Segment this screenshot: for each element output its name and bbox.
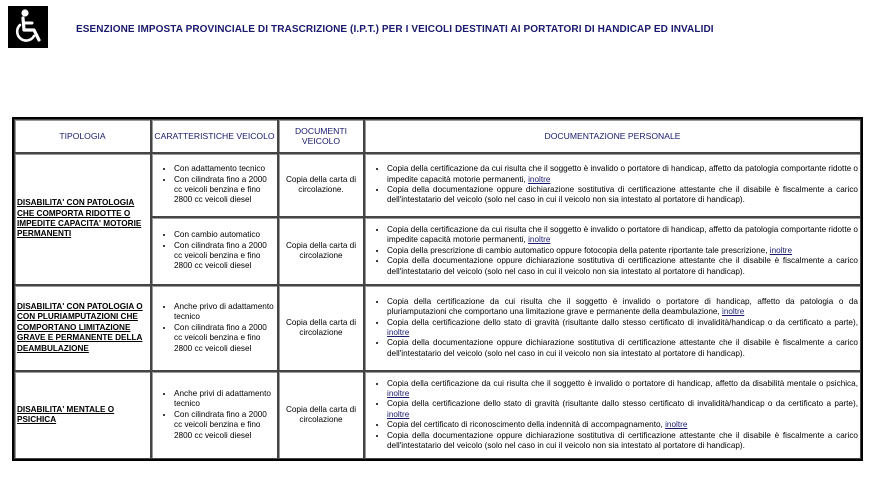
inoltre-link[interactable]: inoltre xyxy=(722,307,745,317)
caratteristiche-list xyxy=(154,230,275,272)
item-text: Copia della documentazione oppure dichiarazione sostitutiva di certificazione attestante che il disabile è fiscalmente a carico dell'intestatario del veicolo (solo nel caso in cui il veicolo non sia intestato al portatore di handicap). xyxy=(387,256,858,276)
documenti-cell: Copia della carta di circolazione xyxy=(278,371,364,459)
documenti-cell: Copia della carta di circolazione xyxy=(278,217,364,285)
caratteristiche-cell xyxy=(151,371,278,459)
inoltre-link[interactable]: inoltre xyxy=(665,420,688,430)
header-caratteristiche: CARATTERISTICHE VEICOLO xyxy=(151,119,278,153)
inoltre-link[interactable]: inoltre xyxy=(387,328,410,337)
header-documenti: DOCUMENTI VEICOLO xyxy=(278,119,364,153)
list-item xyxy=(387,379,858,400)
list-item: • Con cilindrata fino a 2000 cc veicoli benzina e fino 2800 cc veicoli diesel xyxy=(174,241,275,272)
item-text: Copia della documentazione oppure dichiarazione sostitutiva di certificazione attestante che il disabile è fiscalmente a carico dell'intestatario del veicolo (solo nel caso in cui il veicolo non sia intestato al portatore di handicap). xyxy=(387,185,858,205)
caratteristiche-cell xyxy=(151,153,278,217)
tipologia-cell: DISABILITA' MENTALE O PSICHICA xyxy=(14,371,151,459)
list-item xyxy=(387,246,858,256)
item-text: Copia della documentazione oppure dichiarazione sostitutiva di certificazione attestante che il disabile è fiscalmente a carico dell'intestatario del veicolo (solo nel caso in cui il veicolo non sia intestato al portatore di handicap). xyxy=(387,430,858,451)
list-item: • Anche privo di adattamento tecnico xyxy=(174,302,275,323)
caratteristiche-cell xyxy=(151,285,278,371)
list-item: • Con cambio automatico xyxy=(174,230,275,240)
header-tipologia: TIPOLOGIA xyxy=(14,119,151,153)
list-item xyxy=(387,164,858,185)
table-header-row xyxy=(14,119,861,153)
personale-list xyxy=(367,379,858,452)
item-text: Copia della documentazione oppure dichiarazione sostitutiva di certificazione attestante che il disabile è fiscalmente a carico dell'intestatario del veicolo (solo nel caso in cui il veicolo non sia intestato al portatore di handicap). xyxy=(387,338,858,358)
item-text: Copia della certificazione da cui risulta che il soggetto è invalido o portatore di handicap, affetto da patologia comportante ridotte o impedite capacità motorie permanenti, xyxy=(387,224,858,245)
list-item: • Anche privi di adattamento tecnico xyxy=(174,389,275,410)
personale-cell xyxy=(364,371,861,459)
list-item xyxy=(387,297,858,318)
inoltre-link[interactable]: inoltre xyxy=(387,388,410,398)
exemption-table xyxy=(12,117,863,461)
tipologia-cell: DISABILITA' CON PATOLOGIA CHE COMPORTA RIDOTTE O IMPEDITE CAPACITA' MOTORIE PERMANENTI xyxy=(14,153,151,285)
caratteristiche-list xyxy=(154,389,275,441)
item-text: Copia della certificazione da cui risulta che il soggetto è invalido o portatore di handicap, affetto da patologia o da pluriamputazioni che comportano una limitazione grave e permanente della deambulazione, xyxy=(387,296,858,317)
list-item xyxy=(387,338,858,359)
personale-cell xyxy=(364,217,861,285)
list-item xyxy=(387,256,858,277)
table-row xyxy=(14,285,861,371)
wheelchair-icon xyxy=(8,6,48,48)
personale-list xyxy=(367,225,858,277)
list-item: • Con cilindrata fino a 2000 cc veicoli benzina e fino 2800 cc veicoli diesel xyxy=(174,323,275,354)
caratteristiche-list xyxy=(154,302,275,354)
item-text: Copia del certificato di riconoscimento della indennità di accompagnamento, xyxy=(387,420,663,430)
list-item: • Con cilindrata fino a 2000 cc veicoli benzina e fino 2800 cc veicoli diesel xyxy=(174,175,275,206)
header-personale: DOCUMENTAZIONE PERSONALE xyxy=(364,119,861,153)
caratteristiche-list xyxy=(154,164,275,206)
inoltre-link[interactable]: inoltre xyxy=(387,409,410,419)
inoltre-link[interactable]: inoltre xyxy=(769,245,793,255)
list-item xyxy=(387,431,858,452)
list-item xyxy=(387,399,858,420)
item-text: Copia della certificazione dello stato di gravità (risultante dallo stesso certificato di invalidità/handicap o da certificato a parte), xyxy=(387,399,858,409)
personale-cell xyxy=(364,153,861,217)
documenti-cell: Copia della carta di circolazione. xyxy=(278,153,364,217)
inoltre-link[interactable]: inoltre xyxy=(528,174,551,184)
personale-list xyxy=(367,297,858,359)
list-item: • Con cilindrata fino a 2000 cc veicoli benzina e fino 2800 cc veicoli diesel xyxy=(174,410,275,441)
list-item xyxy=(387,225,858,246)
caratteristiche-cell xyxy=(151,217,278,285)
list-item xyxy=(387,318,858,339)
inoltre-link[interactable]: inoltre xyxy=(528,235,551,245)
page-title: ESENZIONE IMPOSTA PROVINCIALE DI TRASCRIZIONE (I.P.T.) PER I VEICOLI DESTINATI AI PORTATORI DI HANDICAP ED INVALIDI xyxy=(76,24,714,35)
list-item: • Con adattamento tecnico xyxy=(174,164,275,174)
item-text: Copia della certificazione dello stato di gravità (risultante dallo stesso certificato di invalidità/handicap o da certificato a parte), xyxy=(387,317,858,327)
item-text: Copia della certificazione da cui risulta che il soggetto è invalido o portatore di handicap, affetto da patologia comportante ridotte o impedite capacità motorie permanenti, xyxy=(387,164,858,184)
table-row xyxy=(14,153,861,217)
table-row xyxy=(14,371,861,459)
list-item xyxy=(387,185,858,206)
personale-list xyxy=(367,164,858,206)
documenti-cell: Copia della carta di circolazione xyxy=(278,285,364,371)
item-text: Copia della prescrizione di cambio automatico oppure fotocopia della patente riportante tale prescrizione, xyxy=(387,245,768,255)
list-item xyxy=(387,420,858,430)
personale-cell xyxy=(364,285,861,371)
logo xyxy=(8,6,48,48)
item-text: Copia della certificazione da cui risulta che il soggetto è invalido o portatore di handicap, affetto da disabilità mentale o psichica, xyxy=(387,378,858,388)
tipologia-cell: DISABILITA' CON PATOLOGIA O CON PLURIAMPUTAZIONI CHE COMPORTANO LIMITAZIONE GRAVE E PERMANENTE DELLA DEAMBULAZIONE xyxy=(14,285,151,371)
